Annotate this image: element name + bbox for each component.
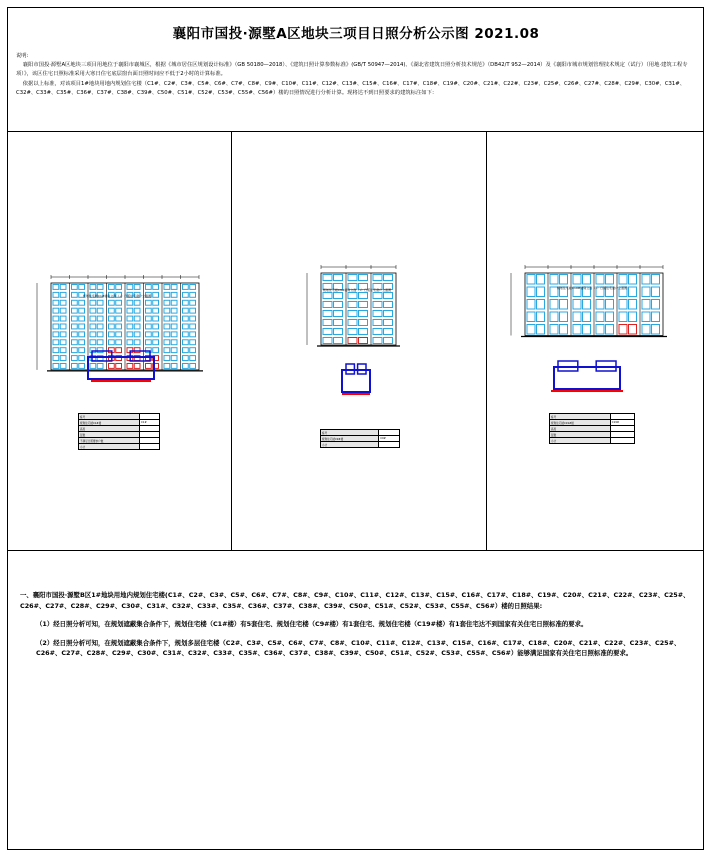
table-cell: 规划住宅楼C19#楼: [550, 420, 611, 426]
window: [619, 300, 627, 310]
window: [127, 285, 133, 290]
window: [359, 329, 368, 335]
table-cell: [379, 442, 400, 448]
window-fail: [629, 325, 637, 335]
window: [60, 316, 66, 321]
window: [127, 332, 133, 337]
table-cell: 小计: [321, 442, 379, 448]
window: [334, 320, 343, 326]
window: [109, 332, 115, 337]
window: [560, 325, 568, 335]
window: [90, 285, 96, 290]
window: [384, 320, 393, 326]
window: [116, 285, 122, 290]
window: [79, 308, 85, 313]
window: [79, 332, 85, 337]
window: [79, 300, 85, 305]
intro-notes: [16, 52, 702, 98]
window: [323, 329, 332, 335]
window-fail: [619, 325, 627, 335]
floor-plan-c1: [7, 343, 231, 393]
window: [53, 332, 59, 337]
table-cell: 小计: [79, 444, 140, 450]
window: [596, 325, 604, 335]
window: [323, 320, 332, 326]
window: [573, 312, 581, 322]
window: [164, 285, 170, 290]
stats-table-c1: [78, 413, 160, 450]
window: [146, 316, 152, 321]
window: [90, 332, 96, 337]
window: [619, 312, 627, 322]
window: [183, 332, 189, 337]
window: [373, 329, 382, 335]
window: [183, 285, 189, 290]
window: [583, 312, 591, 322]
window: [323, 302, 332, 308]
table-cell: 高度: [550, 426, 611, 432]
floor-plan-c9: [232, 356, 486, 406]
window: [171, 308, 177, 313]
window: [60, 300, 66, 305]
window: [190, 285, 196, 290]
window: [373, 302, 382, 308]
window: [550, 325, 558, 335]
window: [334, 338, 343, 344]
window: [53, 308, 59, 313]
window: [334, 293, 343, 299]
window: [72, 324, 78, 329]
window: [72, 308, 78, 313]
window: [153, 300, 159, 305]
window: [72, 332, 78, 337]
window: [97, 285, 103, 290]
window: [127, 324, 133, 329]
results-para-1: 一、襄阳市国投·源墅B区1#地块用地内规划住宅楼(C1#、C2#、C3#、C5#、C6#、C7#、C8#、C9#、C10#、C11#、C12#、C13#、C15#、C16#、C17#、C18#、C19#、C20#、C21#、C22#、C23#、C25#、C26#、C27#、C28#、C29#、C30#、C31#、C32#、C33#、C35#、C36#、C37#、C38#、C39#、C50#、C51#、C52#、C53#、C55#、C56#）楼的日照结果:: [20, 591, 690, 610]
window: [53, 285, 59, 290]
window: [359, 293, 368, 299]
table-cell: 小计: [550, 438, 611, 444]
window: [583, 325, 591, 335]
window: [652, 275, 660, 285]
window: [116, 316, 122, 321]
window: [171, 316, 177, 321]
window: [60, 285, 66, 290]
window: [171, 300, 177, 305]
window: [573, 325, 581, 335]
results-section: [20, 590, 698, 667]
window: [53, 324, 59, 329]
window: [652, 300, 660, 310]
window: [550, 300, 558, 310]
window: [90, 324, 96, 329]
window: [384, 311, 393, 317]
window: [146, 300, 152, 305]
window: [348, 302, 357, 308]
panel-c1: [7, 131, 231, 550]
window: [359, 275, 368, 281]
window: [72, 300, 78, 305]
window: [134, 316, 140, 321]
window: [97, 324, 103, 329]
elevation-caption: 规划住宅楼C9#楼南立面（•）日照住宅窗户立面图: [322, 288, 392, 292]
window: [606, 312, 614, 322]
window: [384, 338, 393, 344]
window: [606, 275, 614, 285]
window: [359, 320, 368, 326]
window: [642, 275, 650, 285]
elevation-caption: 规划住宅楼C19#楼南立面（•）日照住宅窗户立面图: [556, 286, 628, 290]
window: [97, 308, 103, 313]
window: [72, 285, 78, 290]
window: [171, 324, 177, 329]
divider-bottom: [7, 550, 704, 551]
panel-c9: [232, 131, 486, 550]
window: [183, 316, 189, 321]
window: [348, 293, 357, 299]
window: [606, 300, 614, 310]
window: [190, 308, 196, 313]
table-cell: [139, 444, 159, 450]
window: [153, 332, 159, 337]
window: [109, 285, 115, 290]
window: [146, 324, 152, 329]
window: [550, 312, 558, 322]
window: [79, 324, 85, 329]
window: [348, 311, 357, 317]
window: [171, 285, 177, 290]
window: [60, 332, 66, 337]
panel-c19: [487, 131, 704, 550]
table-cell: 规划住宅楼C1#楼: [79, 420, 140, 426]
window: [153, 324, 159, 329]
window: [116, 332, 122, 337]
window: [190, 300, 196, 305]
window: [60, 308, 66, 313]
window: [90, 316, 96, 321]
window: [72, 316, 78, 321]
window: [527, 312, 535, 322]
window: [573, 275, 581, 285]
intro-heading: 说明:: [16, 53, 29, 59]
window: [146, 308, 152, 313]
window: [183, 308, 189, 313]
window: [53, 300, 59, 305]
window: [596, 312, 604, 322]
window: [134, 324, 140, 329]
window: [146, 332, 152, 337]
window: [153, 316, 159, 321]
window: [348, 275, 357, 281]
results-para-3: （2）经日照分析可知，在规划遮蔽集合条件下，规划多层住宅楼（C2#、C3#、C5#、C6#、C7#、C8#、C10#、C11#、C12#、C13#、C15#、C16#、C17#、C18#、C20#、C21#、C22#、C23#、C25#、C26#、C27#、C28#、C29#、C30#、C31#、C32#、C33#、C35#、C36#、C37#、C38#、C39#、C50#、C51#、C52#、C53#、C55#、C56#）能够满足国家有关住宅日照标准的要求。: [36, 638, 681, 657]
results-para-2: （1）经日照分析可知，在规划遮蔽集合条件下，规划住宅楼（C1#楼）有5套住宅、规划住宅楼（C9#楼）有1套住宅、规划住宅楼（C19#楼）有1套住宅达不到国家有关住宅日照标准的要求。: [36, 620, 588, 628]
window: [537, 312, 545, 322]
table-cell: 栋号: [79, 414, 140, 420]
window: [127, 308, 133, 313]
window: [373, 293, 382, 299]
window: [323, 293, 332, 299]
window: [164, 308, 170, 313]
window: [373, 275, 382, 281]
page-title: 襄阳市国投·源墅A区地块三项目日照分析公示图 2021.08: [172, 26, 540, 42]
window: [629, 275, 637, 285]
window: [53, 316, 59, 321]
window: [606, 325, 614, 335]
window: [190, 316, 196, 321]
stats-table-c19: [549, 413, 635, 444]
window: [116, 300, 122, 305]
window: [527, 275, 535, 285]
window: [323, 311, 332, 317]
window: [60, 324, 66, 329]
window: [171, 332, 177, 337]
window: [334, 302, 343, 308]
table-cell: [610, 438, 634, 444]
window: [334, 329, 343, 335]
table-cell: C9#: [379, 436, 400, 442]
window: [596, 300, 604, 310]
window: [79, 316, 85, 321]
table-cell: 层数: [550, 432, 611, 438]
window: [619, 275, 627, 285]
window: [109, 316, 115, 321]
window: [109, 300, 115, 305]
window: [652, 325, 660, 335]
window: [153, 308, 159, 313]
window: [97, 316, 103, 321]
window: [134, 308, 140, 313]
window: [560, 300, 568, 310]
stats-table-c9: [320, 429, 400, 448]
window: [560, 275, 568, 285]
table-row: [550, 438, 635, 444]
window: [323, 338, 332, 344]
window: [127, 300, 133, 305]
window: [190, 292, 196, 297]
table-cell: 高度: [79, 426, 140, 432]
window: [583, 275, 591, 285]
window: [348, 320, 357, 326]
window: [90, 308, 96, 313]
window: [573, 300, 581, 310]
window: [359, 302, 368, 308]
window: [134, 300, 140, 305]
window-fail: [359, 338, 368, 344]
window: [348, 329, 357, 335]
window: [90, 300, 96, 305]
window: [537, 325, 545, 335]
intro-para-2: 依据以上标准，对该项目1#地块用地内规划住宅楼（C1#、C2#、C3#、C5#、C6#、C7#、C8#、C9#、C10#、C11#、C12#、C13#、C15#、C16#、C17#、C18#、C19#、C20#、C21#、C22#、C23#、C25#、C26#、C27#、C28#、C29#、C30#、C31#、C32#、C33#、C35#、C36#、C37#、C38#、C39#、C50#、C51#、C52#、C53#、C55#、C56#）楼的日照情况进行分析计算。现将达不到日照要求的建筑标注如下：: [16, 80, 685, 96]
window: [334, 275, 343, 281]
window: [652, 312, 660, 322]
table-row: [321, 442, 400, 448]
elevation-caption: 规划住宅楼C1#楼南立面（•）日照住宅窗户立面图: [82, 294, 152, 298]
table-cell: 不满足日照要求户数: [79, 438, 140, 444]
table-row: [79, 444, 160, 450]
window: [537, 275, 545, 285]
table-cell: C1#: [139, 420, 159, 426]
table-cell: 栋号: [550, 414, 611, 420]
window: [384, 293, 393, 299]
window: [97, 300, 103, 305]
window: [127, 316, 133, 321]
window: [323, 275, 332, 281]
window: [97, 332, 103, 337]
window: [190, 332, 196, 337]
window-fail: [348, 338, 357, 344]
window: [183, 300, 189, 305]
intro-para-1: 襄阳市国投·源墅A区地块三项目用地位于襄阳市襄城区，根据《城市居住区规划设计标准》（GB 50180—2018）、《建筑日照计算参数标准》(GB/T 50947—2014)、《湖北省建筑日照分析技术规范》（DB42/T 952—2014）及《襄阳市城市规划管理技术规定（试行）（用地·建筑工程专项）》，该区住宅日照标准采用大寒日住宅底层窗台面日照时间应不低于2小时的计算标准。: [16, 62, 688, 78]
window: [134, 285, 140, 290]
window: [359, 311, 368, 317]
window: [384, 275, 393, 281]
window: [629, 312, 637, 322]
window: [116, 308, 122, 313]
table-cell: 规划住宅楼C9#楼: [321, 436, 379, 442]
window: [79, 285, 85, 290]
window: [153, 285, 159, 290]
window: [164, 316, 170, 321]
table-cell: 层数: [79, 432, 140, 438]
window: [116, 324, 122, 329]
window: [537, 300, 545, 310]
window: [560, 312, 568, 322]
window: [190, 324, 196, 329]
window: [373, 320, 382, 326]
window: [373, 311, 382, 317]
window: [164, 324, 170, 329]
window: [384, 329, 393, 335]
window: [642, 312, 650, 322]
window: [384, 302, 393, 308]
window: [527, 300, 535, 310]
window: [146, 285, 152, 290]
table-cell: 栋号: [321, 430, 379, 436]
window: [550, 275, 558, 285]
window: [164, 332, 170, 337]
table-cell: C19#: [610, 420, 634, 426]
window: [373, 338, 382, 344]
window: [583, 300, 591, 310]
window: [642, 325, 650, 335]
window: [629, 300, 637, 310]
window: [527, 325, 535, 335]
window: [109, 308, 115, 313]
window: [596, 275, 604, 285]
window: [164, 300, 170, 305]
window: [183, 324, 189, 329]
floor-plan-c19: [487, 353, 704, 403]
window: [334, 311, 343, 317]
window: [134, 332, 140, 337]
window: [109, 324, 115, 329]
window: [642, 300, 650, 310]
